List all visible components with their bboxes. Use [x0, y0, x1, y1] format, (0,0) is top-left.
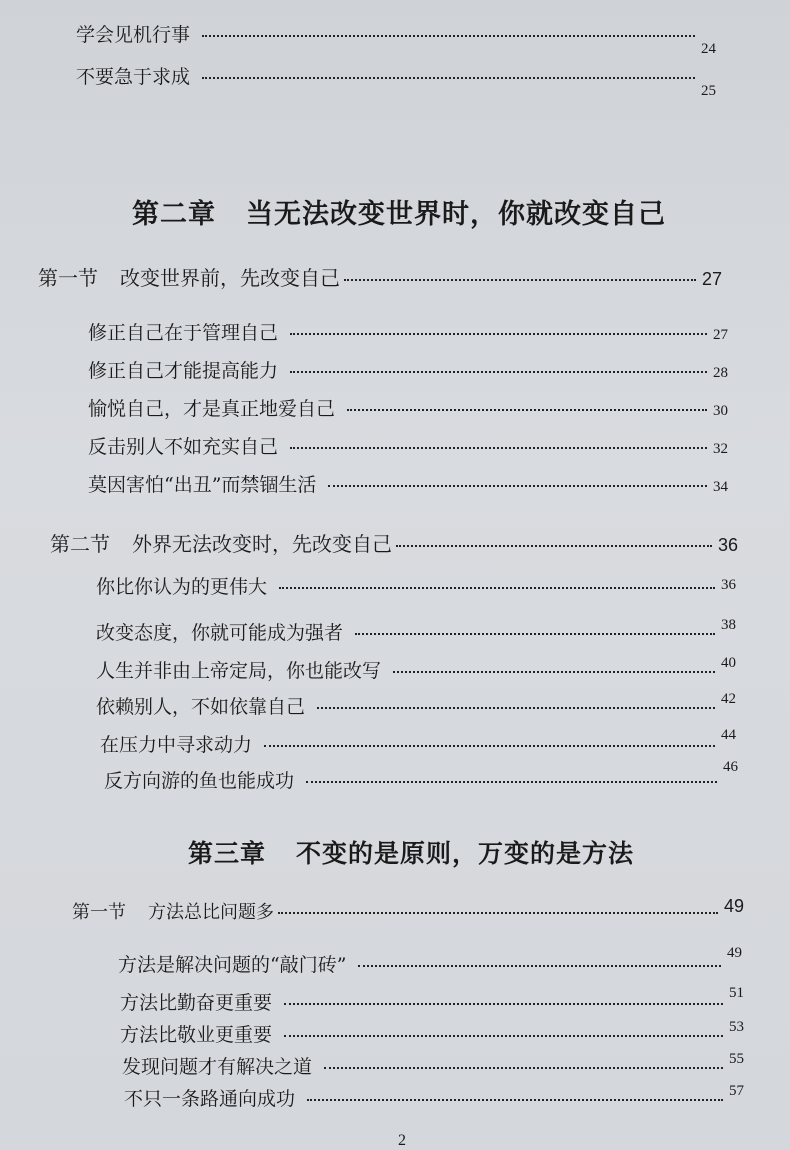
- leader-dots: [278, 912, 718, 914]
- entry-title: 修正自己在于管理自己: [88, 322, 279, 344]
- leader-dots: [290, 333, 707, 335]
- toc-entry[interactable]: [96, 572, 736, 599]
- entry-page: 32: [713, 441, 728, 457]
- leader-dots: [306, 781, 717, 783]
- leader-dots: [355, 633, 715, 635]
- section-entry[interactable]: [50, 528, 738, 557]
- entry-page: 34: [713, 479, 728, 495]
- leader-dots: [328, 485, 707, 487]
- toc-entry[interactable]: [88, 470, 728, 497]
- toc-entry[interactable]: [88, 394, 728, 421]
- chapter-title: 不变的是原则，万变的是方法: [296, 839, 635, 868]
- toc-entry[interactable]: [100, 727, 736, 757]
- toc-entry[interactable]: [88, 356, 728, 383]
- section-page: 27: [701, 269, 722, 289]
- entry-page: 55: [729, 1051, 744, 1067]
- entry-title: 方法是解决问题的“敲门砖”: [118, 954, 347, 976]
- toc-entry[interactable]: [104, 759, 738, 793]
- entry-title: 修正自己才能提高能力: [88, 360, 279, 382]
- entry-title: 在压力中寻求动力: [100, 734, 253, 756]
- entry-page: 46: [723, 759, 738, 775]
- entry-page: 25: [701, 83, 716, 99]
- entry-title: 方法比敬业更重要: [120, 1024, 273, 1046]
- leader-dots: [284, 1003, 723, 1005]
- section-page: 49: [723, 896, 744, 916]
- entry-page: 27: [713, 327, 728, 343]
- entry-page: 40: [721, 655, 736, 671]
- section-label: 第一节: [72, 902, 126, 923]
- entry-title: 愉悦自己，才是真正地爱自己: [88, 398, 336, 420]
- entry-page: 57: [729, 1083, 744, 1099]
- entry-title: 你比你认为的更伟大: [96, 576, 268, 598]
- entry-title: 不要急于求成: [76, 66, 191, 88]
- leader-dots: [264, 745, 715, 747]
- entry-title: 依赖别人，不如依靠自己: [96, 696, 306, 718]
- entry-page: 49: [727, 945, 742, 961]
- toc-entry[interactable]: [122, 1052, 744, 1079]
- leader-dots: [347, 409, 707, 411]
- toc-entry[interactable]: [88, 318, 728, 345]
- leader-dots: [393, 671, 715, 673]
- toc-entry[interactable]: [88, 432, 728, 459]
- section-label: 第一节: [38, 266, 98, 290]
- entry-page: 38: [721, 617, 736, 633]
- entry-title: 人生并非由上帝定局，你也能改写: [96, 660, 382, 682]
- toc-entry[interactable]: [96, 692, 736, 719]
- entry-page: 36: [721, 577, 736, 593]
- leader-dots: [317, 707, 715, 709]
- entry-title: 改变态度，你就可能成为强者: [96, 622, 344, 644]
- leader-dots: [307, 1099, 723, 1101]
- page-number: 2: [398, 1132, 406, 1149]
- toc-entry[interactable]: [96, 656, 736, 683]
- leader-dots: [290, 447, 707, 449]
- entry-title: 不只一条路通向成功: [124, 1088, 296, 1110]
- entry-page: 44: [721, 727, 736, 743]
- toc-entry[interactable]: [120, 985, 744, 1015]
- entry-page: 42: [721, 691, 736, 707]
- toc-entry[interactable]: [96, 618, 736, 645]
- entry-page: 53: [729, 1019, 744, 1035]
- section-entry[interactable]: [72, 898, 744, 924]
- section-title: 方法总比问题多: [148, 902, 274, 923]
- section-label: 第二节: [50, 532, 110, 556]
- chapter-title: 当无法改变世界时，你就改变自己: [246, 199, 666, 230]
- toc-entry[interactable]: [76, 20, 716, 57]
- entry-title: 发现问题才有解决之道: [122, 1056, 313, 1078]
- section-title: 改变世界前，先改变自己: [120, 266, 340, 290]
- chapter-label: 第二章: [132, 199, 216, 230]
- entry-page: 28: [713, 365, 728, 381]
- leader-dots: [279, 587, 715, 589]
- leader-dots: [324, 1067, 723, 1069]
- entry-title: 莫因害怕“出丑”而禁锢生活: [88, 474, 317, 496]
- section-entry[interactable]: [38, 262, 722, 291]
- chapter-heading[interactable]: [132, 192, 666, 231]
- toc-entry[interactable]: [124, 1084, 744, 1111]
- leader-dots: [396, 545, 712, 547]
- section-page: 36: [717, 535, 738, 555]
- toc-entry[interactable]: [118, 945, 742, 977]
- toc-entry[interactable]: [76, 62, 716, 99]
- leader-dots: [202, 35, 695, 37]
- section-title: 外界无法改变时，先改变自己: [132, 532, 392, 556]
- toc-entry[interactable]: [120, 1020, 744, 1047]
- leader-dots: [290, 371, 707, 373]
- entry-page: 24: [701, 41, 716, 57]
- entry-title: 学会见机行事: [76, 24, 191, 46]
- leader-dots: [202, 77, 695, 79]
- entry-title: 反击别人不如充实自己: [88, 436, 279, 458]
- entry-title: 反方向游的鱼也能成功: [104, 770, 295, 792]
- entry-title: 方法比勤奋更重要: [120, 992, 273, 1014]
- entry-page: 30: [713, 403, 728, 419]
- leader-dots: [344, 279, 696, 281]
- chapter-label: 第三章: [188, 839, 267, 868]
- leader-dots: [284, 1035, 723, 1037]
- chapter-heading[interactable]: [188, 834, 634, 870]
- entry-page: 51: [729, 985, 744, 1001]
- leader-dots: [358, 965, 721, 967]
